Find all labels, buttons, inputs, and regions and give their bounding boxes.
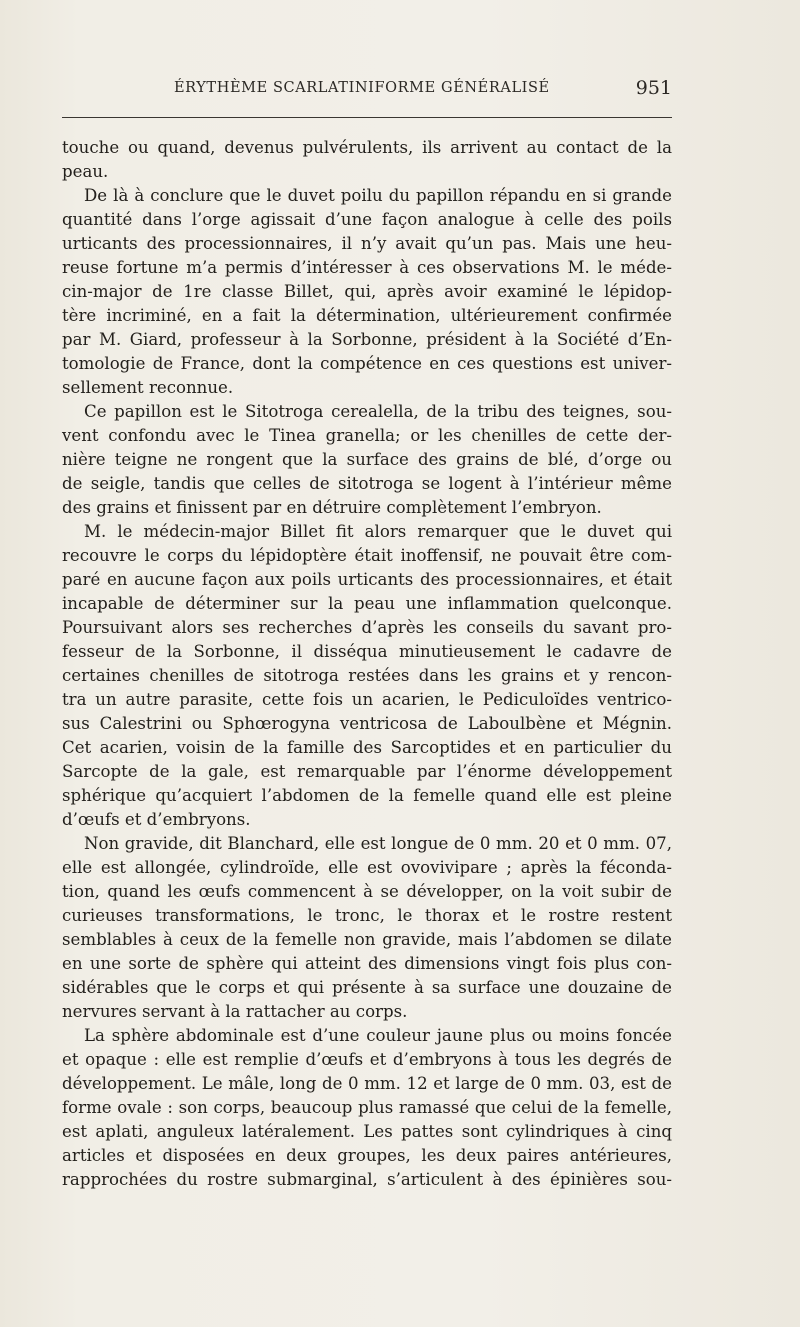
text-line: peau.	[62, 162, 109, 181]
text-line: Non gravide, dit Blanchard, elle est longue de 0 mm. 20 et 0 mm. 07,	[84, 834, 672, 853]
text-line: sus Calestrini ou Sphœrogyna ventricosa de Laboulbène et Mégnin.	[62, 714, 672, 733]
text-line: semblables à ceux de la femelle non gravide, mais l’abdomen se dilate	[62, 930, 672, 949]
text-line: La sphère abdominale est d’une couleur jaune plus ou moins foncée	[84, 1026, 672, 1045]
text-line: Ce papillon est le Sitotroga cerealella, de la tribu des teignes, sou-	[84, 402, 672, 421]
text-line: M. le médecin-major Billet fit alors remarquer que le duvet qui	[84, 522, 672, 541]
text-line: rapprochées du rostre submarginal, s’articulent à des épinières sou-	[62, 1170, 672, 1189]
text-line: quantité dans l’orge agissait d’une façon analogue à celle des poils	[62, 210, 672, 229]
text-line: elle est allongée, cylindroïde, elle est ovovivipare ; après la féconda-	[62, 858, 672, 877]
text-line: Poursuivant alors ses recherches d’après les conseils du savant pro-	[62, 618, 672, 637]
text-line: par M. Giard, professeur à la Sorbonne, président à la Société d’En-	[62, 330, 672, 349]
page-header	[62, 78, 672, 104]
text-line: certaines chenilles de sitotroga restées dans les grains et y rencon-	[62, 666, 672, 685]
text-line: reuse fortune m’a permis d’intéresser à ces observations M. le méde-	[62, 258, 672, 277]
text-line: urticants des processionnaires, il n’y avait qu’un pas. Mais une heu-	[62, 234, 672, 253]
text-line: tion, quand les œufs commencent à se développer, on la voit subir de	[62, 882, 672, 901]
text-line: en une sorte de sphère qui atteint des dimensions vingt fois plus con-	[62, 954, 672, 973]
text-line: et opaque : elle est remplie d’œufs et d’embryons à tous les degrés de	[62, 1050, 672, 1069]
text-line: cin-major de 1re classe Billet, qui, après avoir examiné le lépidop-	[62, 282, 672, 301]
text-line: sidérables que le corps et qui présente à sa surface une douzaine de	[62, 978, 672, 997]
text-line: nervures servant à la rattacher au corps.	[62, 1002, 408, 1021]
text-line: vent confondu avec le Tinea granella; or les chenilles de cette der-	[62, 426, 672, 445]
text-line: est aplati, anguleux latéralement. Les pattes sont cylindriques à cinq	[62, 1122, 672, 1141]
text-line: De là à conclure que le duvet poilu du papillon répandu en si grande	[84, 186, 672, 205]
text-line: tra un autre parasite, cette fois un acarien, le Pediculoïdes ventrico-	[62, 690, 672, 709]
text-line: curieuses transformations, le tronc, le thorax et le rostre restent	[62, 906, 672, 925]
text-line: nière teigne ne rongent que la surface des grains de blé, d’orge ou	[62, 450, 672, 469]
text-line: des grains et finissent par en détruire complètement l’embryon.	[62, 498, 602, 517]
body-text	[62, 136, 672, 1192]
text-line: Sarcopte de la gale, est remarquable par l’énorme développement	[62, 762, 672, 781]
text-line: d’œufs et d’embryons.	[62, 810, 251, 829]
text-line: sphérique qu’acquiert l’abdomen de la femelle quand elle est pleine	[62, 786, 672, 805]
text-line: recouvre le corps du lépidoptère était inoffensif, ne pouvait être com-	[62, 546, 672, 565]
text-line: fesseur de la Sorbonne, il disséqua minutieusement le cadavre de	[62, 642, 672, 661]
text-line: développement. Le mâle, long de 0 mm. 12 et large de 0 mm. 03, est de	[62, 1074, 672, 1093]
text-line: de seigle, tandis que celles de sitotroga se logent à l’intérieur même	[62, 474, 672, 493]
text-line: Cet acarien, voisin de la famille des Sarcoptides et en particulier du	[62, 738, 672, 757]
text-line: articles et disposées en deux groupes, les deux paires antérieures,	[62, 1146, 672, 1165]
page-number: 951	[635, 77, 672, 99]
text-line: tère incriminé, en a fait la détermination, ultérieurement confirmée	[62, 306, 672, 325]
text-line: touche ou quand, devenus pulvérulents, ils arrivent au contact de la	[62, 138, 672, 157]
text-line: paré en aucune façon aux poils urticants des processionnaires, et était	[62, 570, 672, 589]
text-line: sellement reconnue.	[62, 378, 234, 397]
header-rule	[62, 117, 672, 118]
text-line: forme ovale : son corps, beaucoup plus ramassé que celui de la femelle,	[62, 1098, 672, 1117]
text-line: incapable de déterminer sur la peau une inflammation quelconque.	[62, 594, 672, 613]
text-line: tomologie de France, dont la compétence en ces questions est univer-	[62, 354, 672, 373]
running-title: ÉRYTHÈME SCARLATINIFORME GÉNÉRALISÉ	[174, 80, 550, 96]
